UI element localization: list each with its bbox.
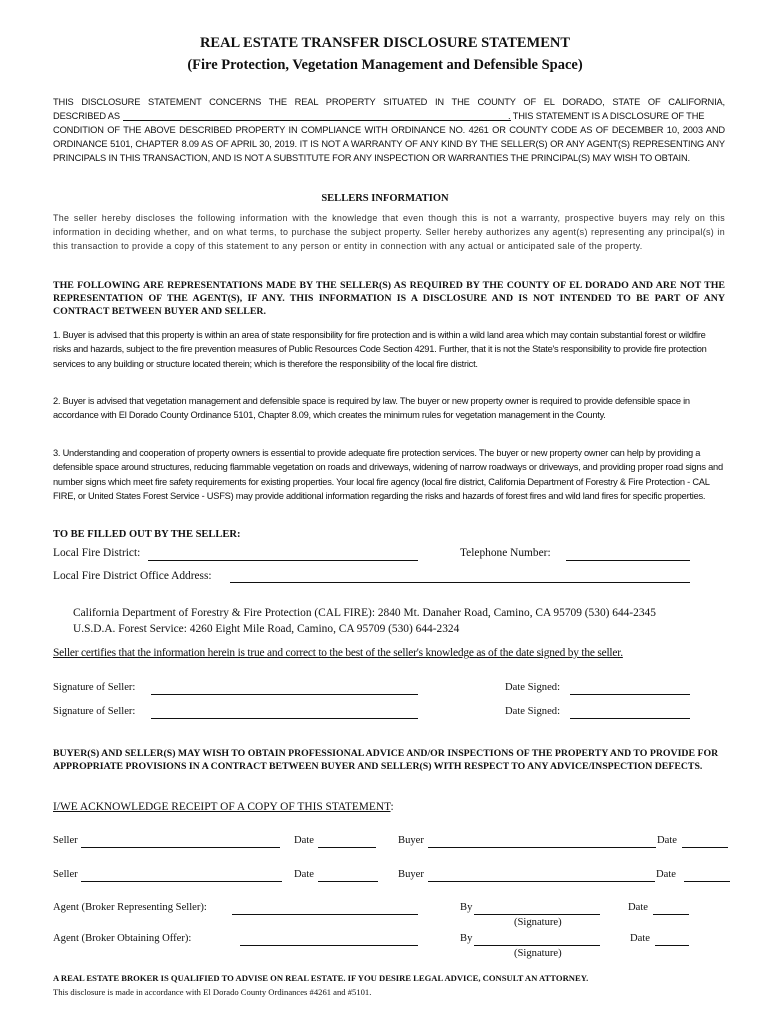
local-fire-district-label: Local Fire District: [53,547,141,559]
described-as-field[interactable] [123,120,511,121]
sellers-info-text: The seller hereby discloses the following information with the knowledge that even though this is not a warranty, prospective buyers may rely on this information in deciding whether, and on what terms, to purchase the subject property. Seller hereby authorizes any agent(s) representing any principal(s) in this transaction to provide a copy of this statement to any person or entity in connection with any actual or anticipated sale of the property. [53,213,725,252]
agent-representing-date-field[interactable] [653,914,689,915]
date-signed-2-label: Date Signed: [505,706,561,717]
ordinance-notice: This disclosure is made in accordance with El Dorado County Ordinances #4261 and #5101. [53,987,372,997]
page-title: REAL ESTATE TRANSFER DISCLOSURE STATEMENT [199,35,571,51]
representations-notice: THE FOLLOWING ARE REPRESENTATIONS MADE BY THE SELLER(S) AS REQUIRED BY THE COUNTY OF EL DORADO AND ARE NOT THE REPRESENTATION OF THE AGENT(S), IF ANY. THIS INFORMATION IS A DISCLOSURE AND IS NOT INTENDED TO BE PART OF ANY CONTRACT BETWEEN BUYER AND SELLER. [53,280,725,317]
agent-representing-signature-caption: (Signature) [514,917,562,928]
ack-seller-date-2-label: Date [294,869,314,880]
agent-obtaining-signature-field[interactable] [474,945,600,946]
usfs-info: U.S.D.A. Forest Service: 4260 Eight Mile Road, Camino, CA 95709 (530) 644-2324 [73,623,460,635]
date-signed-1-field[interactable] [570,694,690,695]
broker-notice: A REAL ESTATE BROKER IS QUALIFIED TO ADVISE ON REAL ESTATE. IF YOU DESIRE LEGAL ADVICE, CONSULT AN ATTORNEY. [53,973,589,983]
acknowledge-heading-text: I/WE ACKNOWLEDGE RECEIPT OF A COPY OF THIS STATEMENT [53,801,391,813]
seller-section-heading: TO BE FILLED OUT BY THE SELLER: [53,529,241,540]
agent-obtaining-date-field[interactable] [655,945,689,946]
signature-seller-1-label: Signature of Seller: [53,682,136,693]
signature-seller-2-field[interactable] [151,718,418,719]
ack-buyer-date-2-field[interactable] [684,881,730,882]
ack-buyer-date-1-field[interactable] [682,847,728,848]
intro-rest: CONDITION OF THE ABOVE DESCRIBED PROPERTY IN COMPLIANCE WITH ORDINANCE NO. 4261 OR COUNTY CODE AS OF DECEMBER 10, 2003 AND ORDINANCE 5101, CHAPTER 8.09 AS OF APRIL 30, 2019. IT IS NOT A WARRANTY OF ANY KIND BY THE SELLER(S) OR ANY AGENT(S) REPRESENTING ANY PRINCIPALS IN THIS TRANSACTION, AND IS NOT A SUBSTITUTE FOR ANY INSPECTION OR WARRANTIES THE PRINCIPAL(S) MAY WISH TO OBTAIN. [53,125,725,163]
telephone-field[interactable] [566,560,690,561]
agent-obtaining-date-label: Date [630,933,650,944]
sellers-info-heading: SELLERS INFORMATION [321,193,449,204]
agent-obtaining-by-label: By [460,933,473,944]
ack-seller-date-1-label: Date [294,835,314,846]
intro-line-2-tail: . THIS STATEMENT IS A DISCLOSURE OF THE [508,111,705,121]
agent-obtaining-field[interactable] [240,945,418,946]
telephone-label: Telephone Number: [460,547,551,559]
item-1: 1. Buyer is advised that this property is within an area of state responsibility for fire protection and is within a wild land area which may contain substantial forest or wildfire risks and hazards, subject to the fire prevention measures of Public Resources Code Section 4291. Further, that it is not the State's responsibility to provide fire protection services to any building or structure located therein; which is therefore the responsibility of the local fire district. [53,330,707,369]
agent-representing-by-label: By [460,902,473,913]
agent-representing-date-label: Date [628,902,648,913]
acknowledge-colon: : [390,801,394,813]
ack-buyer-2-label: Buyer [398,869,424,880]
agent-representing-label: Agent (Broker Representing Seller): [53,902,207,913]
agent-obtaining-label: Agent (Broker Obtaining Offer): [53,933,192,944]
calfire-info: California Department of Forestry & Fire Protection (CAL FIRE): 2840 Mt. Danaher Road, Camino, CA 95709 (530) 644-2345 [73,607,656,619]
signature-seller-1-field[interactable] [151,694,418,695]
ack-seller-2-field[interactable] [81,881,282,882]
ack-seller-1-label: Seller [53,835,78,846]
ack-seller-date-2-field[interactable] [318,881,378,882]
ack-buyer-date-2-label: Date [656,869,676,880]
professional-advice-notice: BUYER(S) AND SELLER(S) MAY WISH TO OBTAIN PROFESSIONAL ADVICE AND/OR INSPECTIONS OF THE PROPERTY AND TO PROVIDE FOR APPROPRIATE PROVISIONS IN A CONTRACT BETWEEN BUYER AND SELLER(S) WITH RESPECT TO ANY ADVICE/INSPECTION DEFECTS. [53,748,719,772]
ack-buyer-date-1-label: Date [657,835,677,846]
page-subtitle: (Fire Protection, Vegetation Management and Defensible Space) [187,57,583,73]
ack-buyer-2-field[interactable] [428,881,655,882]
date-signed-1-label: Date Signed: [505,682,561,693]
acknowledge-heading [53,801,394,813]
ack-seller-1-field[interactable] [81,847,280,848]
date-signed-2-field[interactable] [570,718,690,719]
agent-representing-signature-field[interactable] [474,914,600,915]
ack-seller-date-1-field[interactable] [318,847,376,848]
described-as-label: DESCRIBED AS [53,111,120,121]
ack-buyer-1-field[interactable] [428,847,656,848]
office-address-label: Local Fire District Office Address: [53,570,212,582]
agent-obtaining-signature-caption: (Signature) [514,948,562,959]
item-3: 3. Understanding and cooperation of property owners is essential to provide adequate fire protection services. The buyer or new property owner can help by providing a defensible space around structures, reducing flammable vegetation on roads and driveways, widening of narrow roadways or driveways, and providing proper road signs and number signs which meet fire safety requirements for existing properties. Your local fire agency (local fire district, California Department of Forestry & Fire Protection - CAL FIRE, or United States Forest Service - USFS) may provide additional information regarding the risks and hazards of forest fires and wild land fires for specific properties. [53,448,723,501]
item-2: 2. Buyer is advised that vegetation management and defensible space is required by law. The buyer or new property owner is required to provide defensible space in accordance with El Dorado County Ordinance 5101, Chapter 8.09, which creates the minimum rules for vegetation management in the County. [53,396,690,421]
ack-buyer-1-label: Buyer [398,835,424,846]
intro-line-1: THIS DISCLOSURE STATEMENT CONCERNS THE REAL PROPERTY SITUATED IN THE COUNTY OF EL DORADO, STATE OF CALIFORNIA, [53,97,725,107]
agent-representing-field[interactable] [232,914,418,915]
ack-seller-2-label: Seller [53,869,78,880]
seller-certification: Seller certifies that the information herein is true and correct to the best of the seller's knowledge as of the date signed by the seller. [53,647,623,659]
signature-seller-2-label: Signature of Seller: [53,706,136,717]
local-fire-district-field[interactable] [148,560,418,561]
office-address-field[interactable] [230,582,690,583]
